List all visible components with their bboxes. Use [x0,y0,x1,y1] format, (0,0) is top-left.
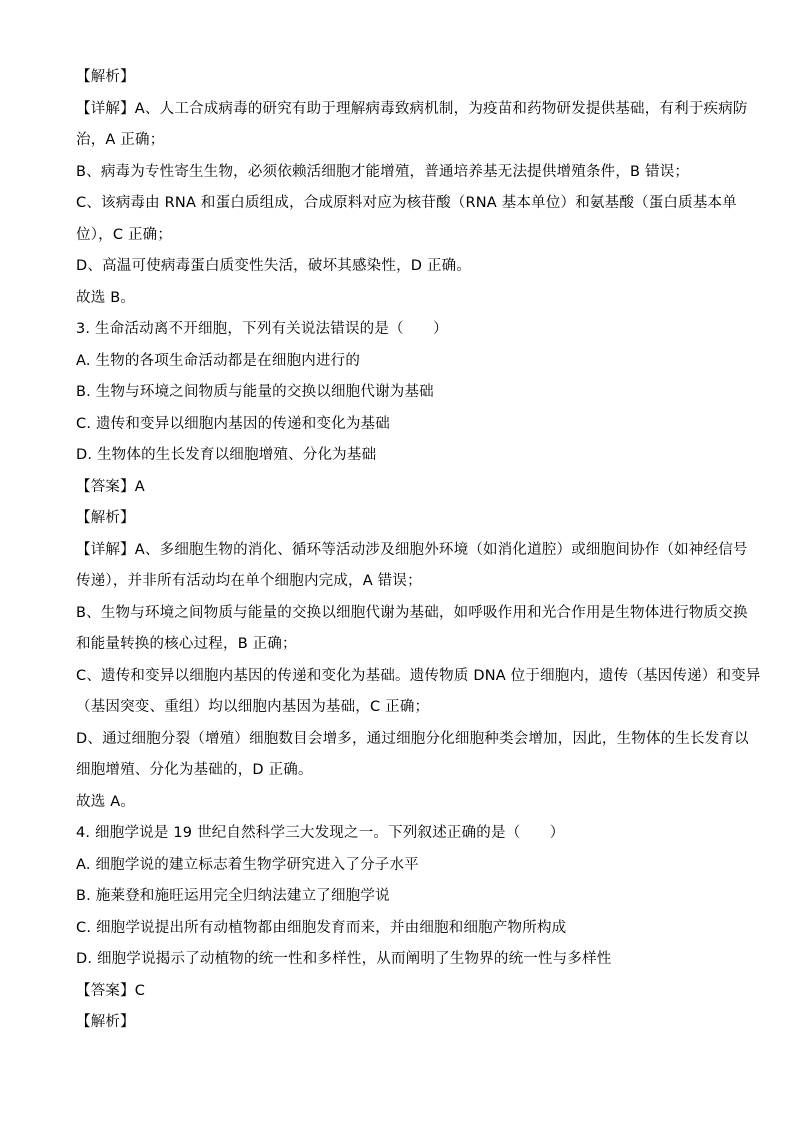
explanation-line: 治，A 正确； [76,132,165,148]
answer-line: 【答案】A [76,478,145,495]
analysis-heading: 【解析】 [76,1014,135,1030]
explanation-line: 位），C 正确； [76,226,173,243]
answer-choice-line: 故选 B。 [76,289,136,306]
answer-line: 【答案】C [76,982,146,999]
explanation-line: D、通过细胞分裂（增殖）细胞数目会增多，通过细胞分化细胞种类会增加，因此，生物体的生长发育以 [76,730,749,747]
question-option: C. 细胞学说提出所有动植物都由细胞发育而来，并由细胞和细胞产物所构成 [76,919,567,936]
explanation-line: 【详解】A、多细胞生物的消化、循环等活动涉及细胞外环境（如消化道腔）或细胞间协作（如神经信号 [76,541,748,558]
explanation-line: 细胞增殖、分化为基础的，D 正确。 [76,762,313,778]
question-option: D. 生物体的生长发育以细胞增殖、分化为基础 [76,447,377,463]
document-page [76,62,761,1039]
explanation-line: 和能量转换的核心过程，B 正确； [76,636,297,652]
analysis-heading: 【解析】 [76,510,135,526]
explanation-line: （基因突变、重组）均以细胞内基因为基础，C 正确； [76,699,430,715]
question-option: B. 生物与环境之间物质与能量的交换以细胞代谢为基础 [76,384,434,400]
explanation-line: D、高温可使病毒蛋白质变性失活，破坏其感染性，D 正确。 [76,258,472,274]
question-stem: 3. 生命活动离不开细胞，下列有关说法错误的是（ ） [76,321,448,337]
question-option: C. 遗传和变异以细胞内基因的传递和变化为基础 [76,415,390,432]
question-option: B. 施莱登和施旺运用完全归纳法建立了细胞学说 [76,888,390,904]
explanation-line: B、病毒为专性寄生生物，必须依赖活细胞才能增殖，普通培养基无法提供增殖条件，B 错误； [76,163,690,180]
question-option: D. 细胞学说揭示了动植物的统一性和多样性，从而阐明了生物界的统一性与多样性 [76,951,612,967]
explanation-line: B、生物与环境之间物质与能量的交换以细胞代谢为基础，如呼吸作用和光合作用是生物体进行物质交换 [76,604,748,621]
question-option: A. 生物的各项生命活动都是在细胞内进行的 [76,352,361,369]
answer-choice-line: 故选 A。 [76,793,136,810]
question-option: A. 细胞学说的建立标志着生物学研究进入了分子水平 [76,856,419,873]
question-stem: 4. 细胞学说是 19 世纪自然科学三大发现之一。下列叙述正确的是（ ） [76,825,565,841]
explanation-line: 【详解】A、人工合成病毒的研究有助于理解病毒致病机制，为疫苗和药物研发提供基础，有利于疾病防 [76,100,748,117]
explanation-line: C、遗传和变异以细胞内基因的传递和变化为基础。遗传物质 DNA 位于细胞内，遗传（基因传递）和变异 [76,667,761,684]
explanation-line: 传递），并非所有活动均在单个细胞内完成，A 错误； [76,573,422,589]
explanation-line: C、该病毒由 RNA 和蛋白质组成，合成原料对应为核苷酸（RNA 基本单位）和氨基酸（蛋白质基本单 [76,195,737,211]
analysis-heading: 【解析】 [76,69,135,85]
